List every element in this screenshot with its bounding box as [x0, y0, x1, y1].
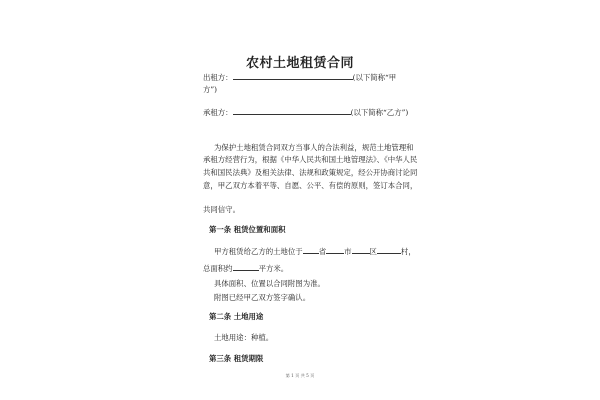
lessor-line — [203, 71, 396, 83]
preamble-line: 共同信守。 — [203, 205, 240, 214]
lessor-suffix: (以下简称“甲 — [352, 73, 397, 82]
lessee-suffix: (以下简称“乙方”) — [350, 108, 409, 117]
article-3-heading: 第三条 租赁期限 — [209, 354, 264, 363]
article-2-heading: 第二条 土地用途 — [209, 312, 264, 321]
article-1-line: 具体面积、位置以合同附图为准。 — [214, 279, 325, 288]
village-label: 村， — [400, 247, 416, 256]
preamble-line: 共和国民法典》及相关法律、法规和政策规定，经公开协商讨论同 — [203, 168, 418, 177]
preamble-line: 承租方经营行为，根据《中华人民共和国土地管理法》、《中华人民 — [203, 155, 418, 164]
area-label: 总面积约 — [203, 264, 233, 273]
lessor-label: 出租方： — [203, 73, 233, 82]
province-label: 省 — [318, 247, 327, 256]
city-blank — [326, 245, 344, 254]
city-label: 市 — [344, 247, 352, 256]
article-1-line: 附图已经甲乙双方签字确认。 — [214, 293, 311, 302]
area-unit: 平方米。 — [258, 264, 289, 273]
district-blank — [352, 245, 370, 254]
page-number: 第 1 页 共 5 页 — [285, 373, 315, 378]
preamble-line: 意，甲乙双方本着平等、自愿、公平、有偿的原则，签订本合同， — [203, 181, 418, 190]
district-label: 区 — [369, 247, 377, 256]
article-1-heading: 第一条 租赁位置和面积 — [209, 225, 286, 234]
lessee-blank — [233, 106, 351, 115]
preamble-line: 为保护土地租赁合同双方当事人的合法利益，规范土地管理和 — [214, 143, 414, 152]
province-blank — [303, 245, 319, 254]
lessee-label: 承租方： — [203, 108, 233, 117]
article-2-line: 土地用途：种植。 — [214, 333, 274, 342]
lessee-line — [203, 106, 408, 118]
lessor-blank — [233, 71, 353, 80]
article-1-location-line — [214, 245, 416, 257]
lessor-suffix-cont: 方”) — [203, 85, 218, 94]
location-text: 甲方租赁给乙方的土地位于 — [214, 247, 303, 256]
document-title: 农村土地租赁合同 — [245, 56, 354, 71]
article-1-area-line — [203, 262, 288, 274]
area-blank — [233, 262, 259, 271]
village-blank — [377, 245, 401, 254]
